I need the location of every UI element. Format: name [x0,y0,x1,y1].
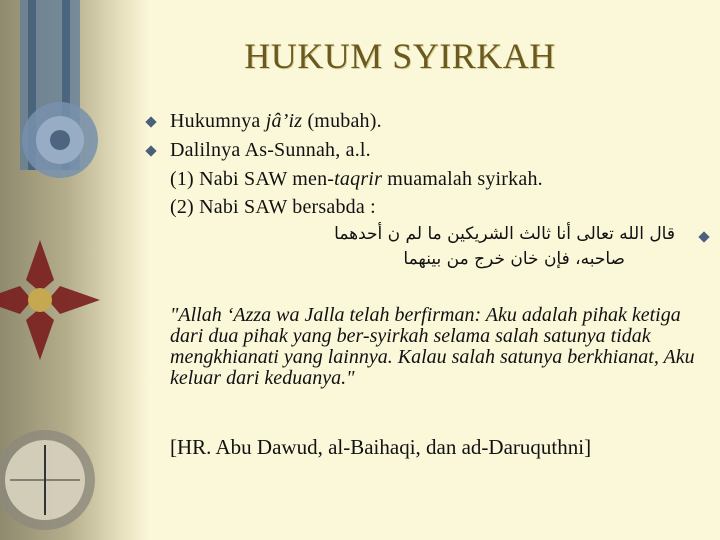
bullet-1-prefix: Hukumnya [170,110,266,132]
sub-line-1-italic: taqrir [334,168,383,190]
decorative-medal-image [0,0,150,540]
bullet-1-italic: jâ’iz [265,110,303,132]
slide-title: HUKUM SYIRKAH [244,36,556,76]
arabic-hadith-line-1: قال الله تعالى أنا ثالث الشريكين ما لم ن أحدهما [334,224,675,244]
sub-line-2: (2) Nabi SAW bersabda : [170,196,376,218]
arabic-hadith-line-2: صاحبه، فإن خان خرج من بينهما [403,249,625,269]
sub-line-1-suffix: muamalah syirkah. [382,168,543,190]
sub-line-1-prefix: (1) Nabi SAW men- [170,168,335,190]
bullet-2-text: Dalilnya As-Sunnah, a.l. [170,139,371,161]
bullet-1-text [170,110,382,133]
bullet-1-suffix: (mubah). [302,110,382,132]
hadith-citation: [HR. Abu Dawud, al-Baihaqi, dan ad-Daruquthni] [170,435,592,459]
bullet-diamond-icon [698,231,709,242]
hadith-translation-quote: "Allah ‘Azza wa Jalla telah berfirman: Aku adalah pihak ketiga dari dua pihak yang ber-syirkah selama salah satunya tidak mengkhianati yang lainnya. Kalau salah satunya berkhianat, Aku keluar dari keduanya." [170,304,695,389]
sub-line-1 [170,168,543,191]
